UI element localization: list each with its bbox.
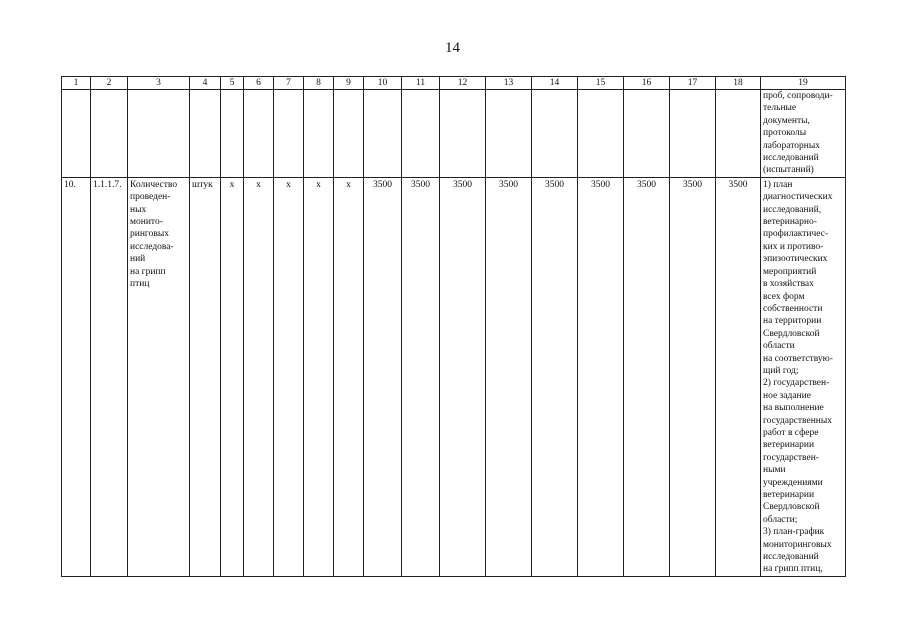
header-cell: 8: [304, 77, 334, 90]
table-row: [62, 177, 846, 576]
row-code: 1.1.1.7.: [91, 177, 128, 576]
indicator-name: Количество проведен- ных монито- ринговых исследова- ний на грипп птиц: [128, 177, 190, 576]
continuation-row: [62, 90, 846, 178]
header-cell: 9: [334, 77, 364, 90]
empty-cell: [274, 90, 304, 178]
value-cell: 3500: [670, 177, 716, 576]
header-cell: 5: [221, 77, 244, 90]
header-cell: 7: [274, 77, 304, 90]
header-cell: 19: [761, 77, 846, 90]
basis-documents-cell: 1) план диагностических исследований, ветеринарно- профилактичес- ких и противо- эпизоотических мероприятий в хозяйствах всех форм собственности на территории Свердловской области на соответствую- щий год; 2) государствен- ное задание на выполнение государственных работ в сфере ветеринарии государствен- ными учреждениями ветеринарии Свердловской области; 3) план-график мониторинговых исследований на грипп птиц,: [761, 177, 846, 576]
empty-cell: [670, 90, 716, 178]
empty-cell: [334, 90, 364, 178]
value-cell: x: [274, 177, 304, 576]
header-cell: 12: [440, 77, 486, 90]
row-number: 10.: [62, 177, 91, 576]
empty-cell: [578, 90, 624, 178]
value-cell: 3500: [624, 177, 670, 576]
value-cell: 3500: [486, 177, 532, 576]
value-cell: x: [304, 177, 334, 576]
value-cell: x: [221, 177, 244, 576]
header-cell: 17: [670, 77, 716, 90]
value-cell: x: [334, 177, 364, 576]
value-cell: 3500: [364, 177, 402, 576]
value-cell: 3500: [578, 177, 624, 576]
data-table: [61, 76, 846, 577]
empty-cell: [91, 90, 128, 178]
empty-cell: [304, 90, 334, 178]
empty-cell: [532, 90, 578, 178]
header-cell: 13: [486, 77, 532, 90]
value-cell: 3500: [402, 177, 440, 576]
header-cell: 10: [364, 77, 402, 90]
value-cell: 3500: [532, 177, 578, 576]
empty-cell: [440, 90, 486, 178]
empty-cell: [486, 90, 532, 178]
header-cell: 3: [128, 77, 190, 90]
page-number: 14: [445, 40, 460, 56]
empty-cell: [190, 90, 221, 178]
header-cell: 15: [578, 77, 624, 90]
header-cell: 18: [716, 77, 761, 90]
empty-cell: [402, 90, 440, 178]
empty-cell: [364, 90, 402, 178]
empty-cell: [244, 90, 274, 178]
unit-cell: штук: [190, 177, 221, 576]
header-cell: 11: [402, 77, 440, 90]
header-cell: 2: [91, 77, 128, 90]
basis-documents-cell: проб, сопроводи- тельные документы, протоколы лабораторных исследований (испытаний): [761, 90, 846, 178]
header-cell: 16: [624, 77, 670, 90]
value-cell: 3500: [440, 177, 486, 576]
empty-cell: [716, 90, 761, 178]
header-cell: 14: [532, 77, 578, 90]
empty-cell: [624, 90, 670, 178]
header-cell: 6: [244, 77, 274, 90]
empty-cell: [62, 90, 91, 178]
empty-cell: [128, 90, 190, 178]
value-cell: x: [244, 177, 274, 576]
header-cell: 1: [62, 77, 91, 90]
header-cell: 4: [190, 77, 221, 90]
value-cell: 3500: [716, 177, 761, 576]
empty-cell: [221, 90, 244, 178]
header-row: [62, 77, 846, 90]
